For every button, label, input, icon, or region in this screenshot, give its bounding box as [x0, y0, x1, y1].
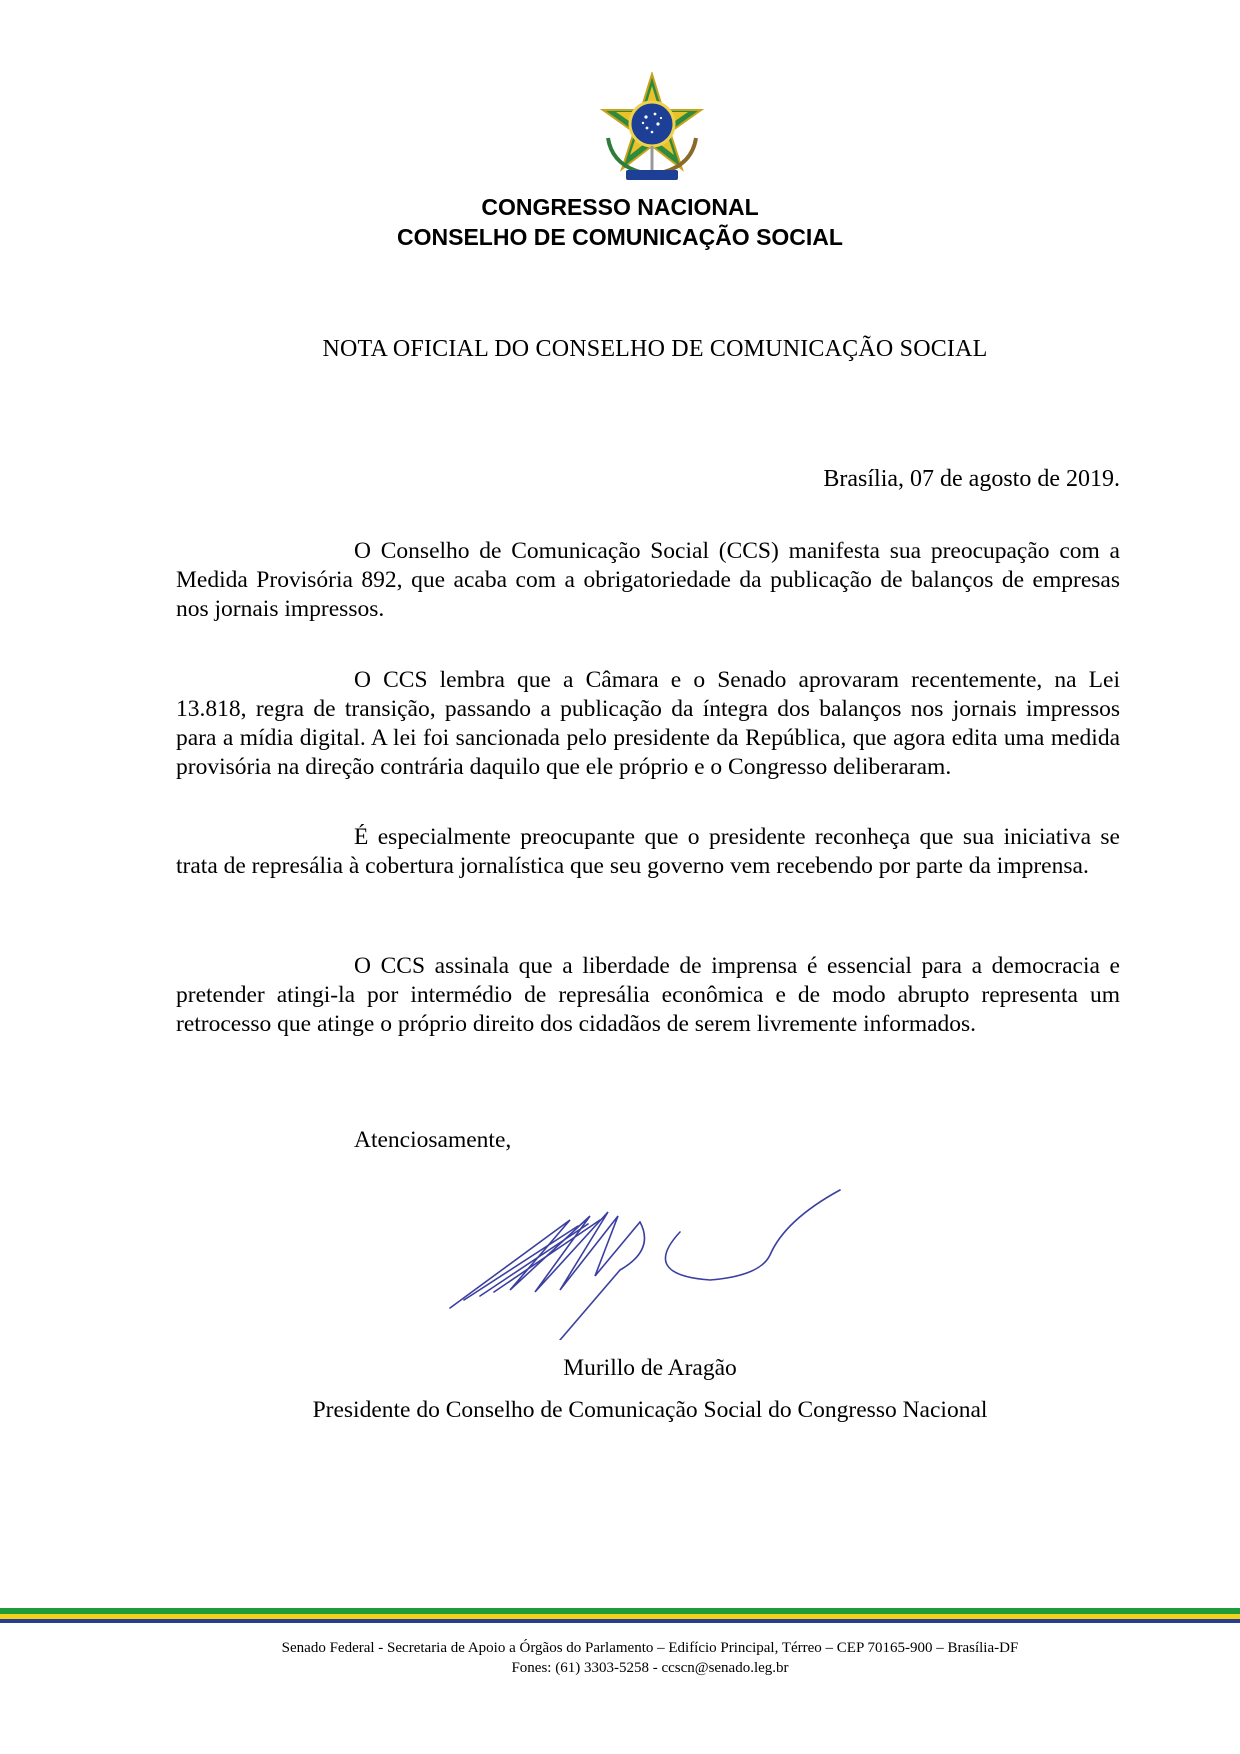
paragraph-4: O CCS assinala que a liberdade de imprensa é essencial para a democracia e pretender atingi-la por intermédio de represália econômica e de modo abrupto representa um retrocesso que atinge o próprio direito dos cidadãos de serem livremente informados.	[176, 953, 1120, 1037]
handwritten-signature-icon	[440, 1180, 860, 1340]
footer-address	[0, 1638, 1240, 1678]
paragraph-2: O CCS lembra que a Câmara e o Senado aprovaram recentemente, na Lei 13.818, regra de transição, passando a publicação da íntegra dos balanços nos jornais impressos para a mídia digital. A lei foi sancionada pelo presidente da República, que agora edita uma medida provisória na direção contrária daquilo que ele próprio e o Congresso deliberaram.	[176, 667, 1120, 780]
signer-name: Murillo de Aragão	[563, 1355, 737, 1381]
footer-stripe-blue	[0, 1619, 1240, 1623]
footer-line-2: Fones: (61) 3303-5258 - ccscn@senado.leg.br	[511, 1660, 789, 1676]
header-line-1: CONGRESSO NACIONAL	[481, 194, 759, 220]
closing-salutation: Atenciosamente,	[354, 1127, 512, 1153]
document-title: NOTA OFICIAL DO CONSELHO DE COMUNICAÇÃO SOCIAL	[322, 336, 988, 362]
paragraph-1: O Conselho de Comunicação Social (CCS) manifesta sua preocupação com a Medida Provisória 892, que acaba com a obrigatoriedade da publicação de balanços de empresas nos jornais impressos.	[176, 538, 1120, 622]
institution-header	[0, 192, 1240, 252]
document-date: Brasília, 07 de agosto de 2019.	[823, 466, 1120, 492]
paragraph-3: É especialmente preocupante que o presidente reconheça que sua iniciativa se trata de represália à cobertura jornalística que seu governo vem recebendo por parte da imprensa.	[176, 824, 1120, 879]
signer-role: Presidente do Conselho de Comunicação Social do Congresso Nacional	[312, 1397, 988, 1423]
footer-line-1: Senado Federal - Secretaria de Apoio a Órgãos do Parlamento – Edifício Principal, Térreo – CEP 70165-900 – Brasília-DF	[281, 1640, 1019, 1656]
brazil-coat-of-arms-icon	[600, 72, 704, 188]
header-line-2: CONSELHO DE COMUNICAÇÃO SOCIAL	[397, 224, 843, 250]
